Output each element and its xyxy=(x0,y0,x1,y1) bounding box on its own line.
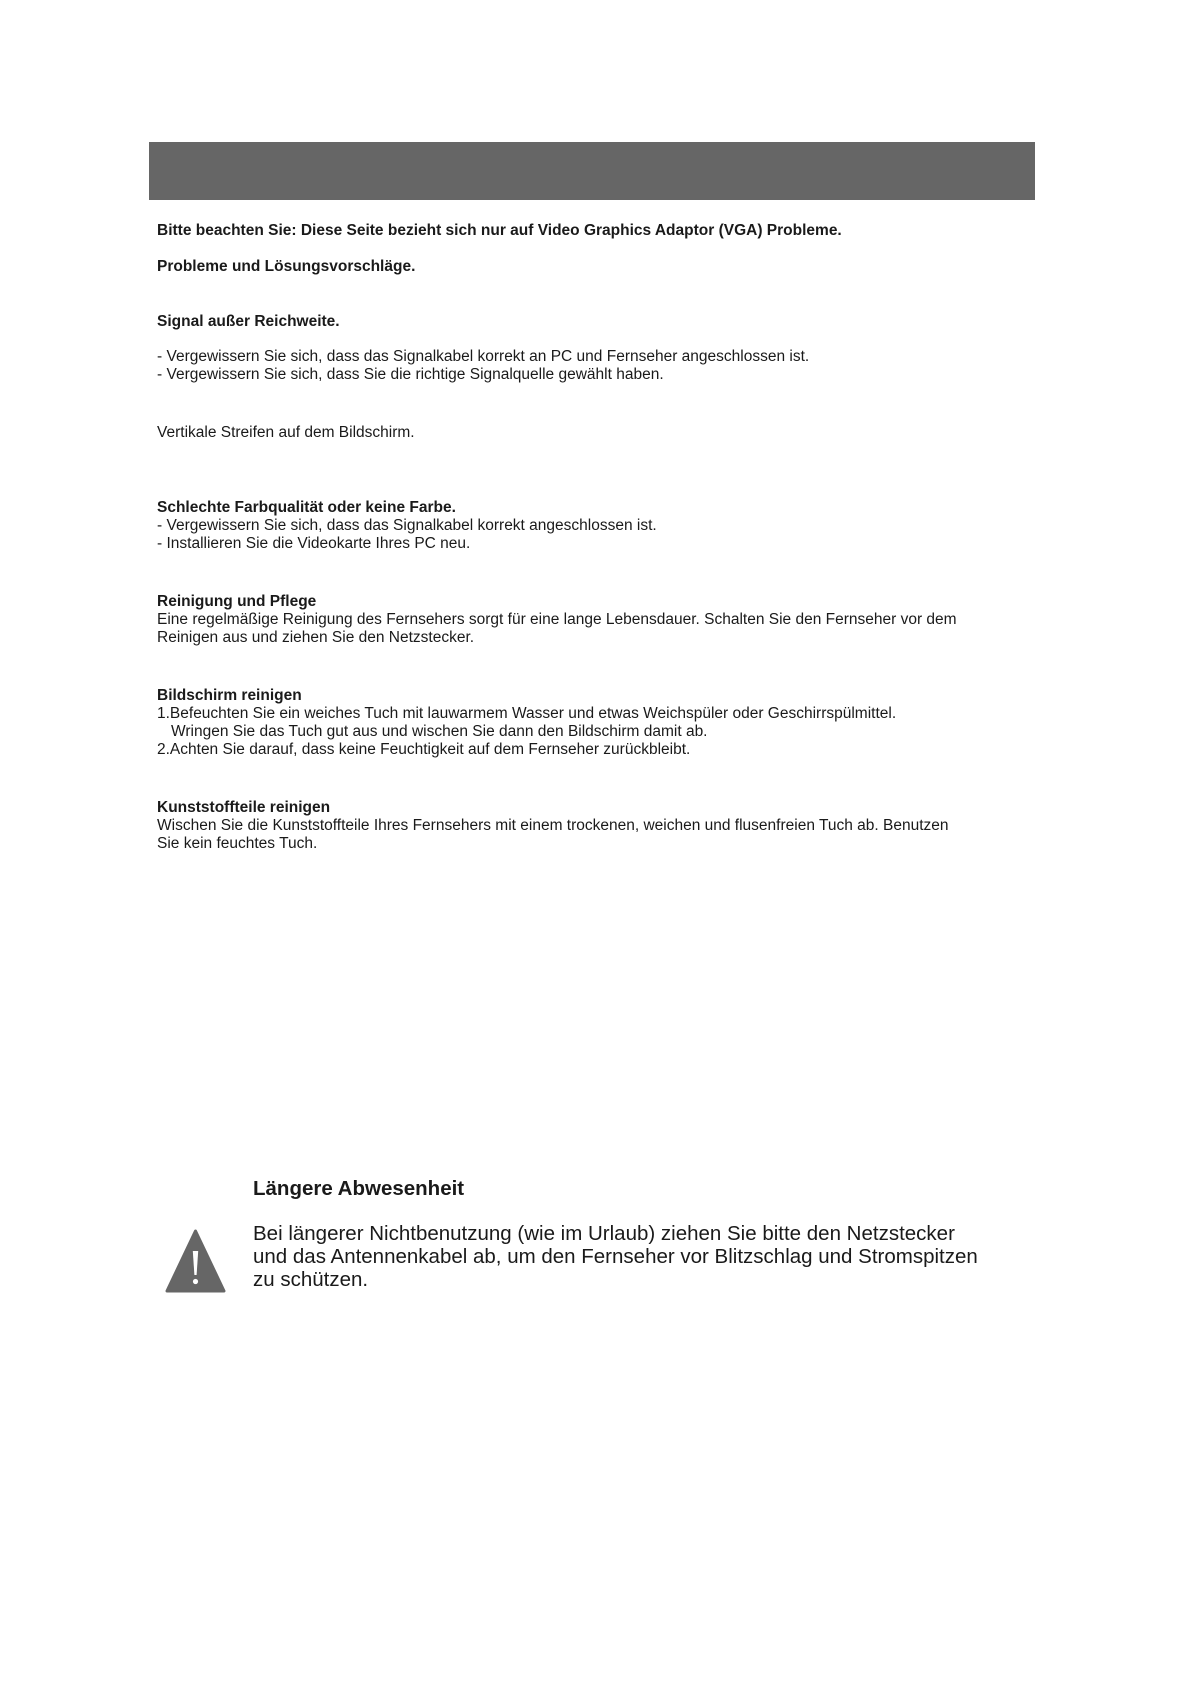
screen-line-2: Wringen Sie das Tuch gut aus und wischen Sie dann den Bildschirm damit ab. xyxy=(171,723,708,740)
color-heading: Schlechte Farbqualität oder keine Farbe. xyxy=(157,499,456,516)
warning-line-1: Bei längerer Nichtbenutzung (wie im Urlaub) ziehen Sie bitte den Netzstecker xyxy=(253,1222,955,1245)
cleaning-line-1: Eine regelmäßige Reinigung des Fernsehers sorgt für eine lange Lebensdauer. Schalten Sie den Fernseher vor dem xyxy=(157,611,957,628)
header-bar xyxy=(149,142,1035,200)
plastic-heading: Kunststoffteile reinigen xyxy=(157,799,331,816)
vga-notice: Bitte beachten Sie: Diese Seite bezieht sich nur auf Video Graphics Adaptor (VGA) Probleme. xyxy=(157,222,842,239)
color-line-1: - Vergewissern Sie sich, dass das Signalkabel korrekt angeschlossen ist. xyxy=(157,517,657,534)
plastic-line-1: Wischen Sie die Kunststoffteile Ihres Fernsehers mit einem trockenen, weichen und flusenfreien Tuch ab. Benutzen xyxy=(157,817,949,834)
problems-heading: Probleme und Lösungsvorschläge. xyxy=(157,258,416,275)
color-line-2: - Installieren Sie die Videokarte Ihres PC neu. xyxy=(157,535,471,552)
cleaning-line-2: Reinigen aus und ziehen Sie den Netzstecker. xyxy=(157,629,475,646)
signal-line-1: - Vergewissern Sie sich, dass das Signalkabel korrekt an PC und Fernseher angeschlossen ist. xyxy=(157,348,810,365)
warning-title: Längere Abwesenheit xyxy=(253,1177,465,1200)
plastic-line-2: Sie kein feuchtes Tuch. xyxy=(157,835,318,852)
warning-line-2: und das Antennenkabel ab, um den Fernseher vor Blitzschlag und Stromspitzen xyxy=(253,1245,978,1268)
warning-line-3: zu schützen. xyxy=(253,1268,369,1291)
cleaning-heading: Reinigung und Pflege xyxy=(157,593,317,610)
screen-line-3: 2.Achten Sie darauf, dass keine Feuchtigkeit auf dem Fernseher zurückbleibt. xyxy=(157,741,691,758)
warning-triangle-icon xyxy=(165,1229,226,1293)
screen-line-1: 1.Befeuchten Sie ein weiches Tuch mit lauwarmem Wasser und etwas Weichspüler oder Geschirrspülmittel. xyxy=(157,705,897,722)
screen-heading: Bildschirm reinigen xyxy=(157,687,302,704)
warning-text xyxy=(253,1222,978,1291)
stripes-text: Vertikale Streifen auf dem Bildschirm. xyxy=(157,424,415,441)
signal-line-2: - Vergewissern Sie sich, dass Sie die richtige Signalquelle gewählt haben. xyxy=(157,366,664,383)
signal-heading: Signal außer Reichweite. xyxy=(157,313,340,330)
